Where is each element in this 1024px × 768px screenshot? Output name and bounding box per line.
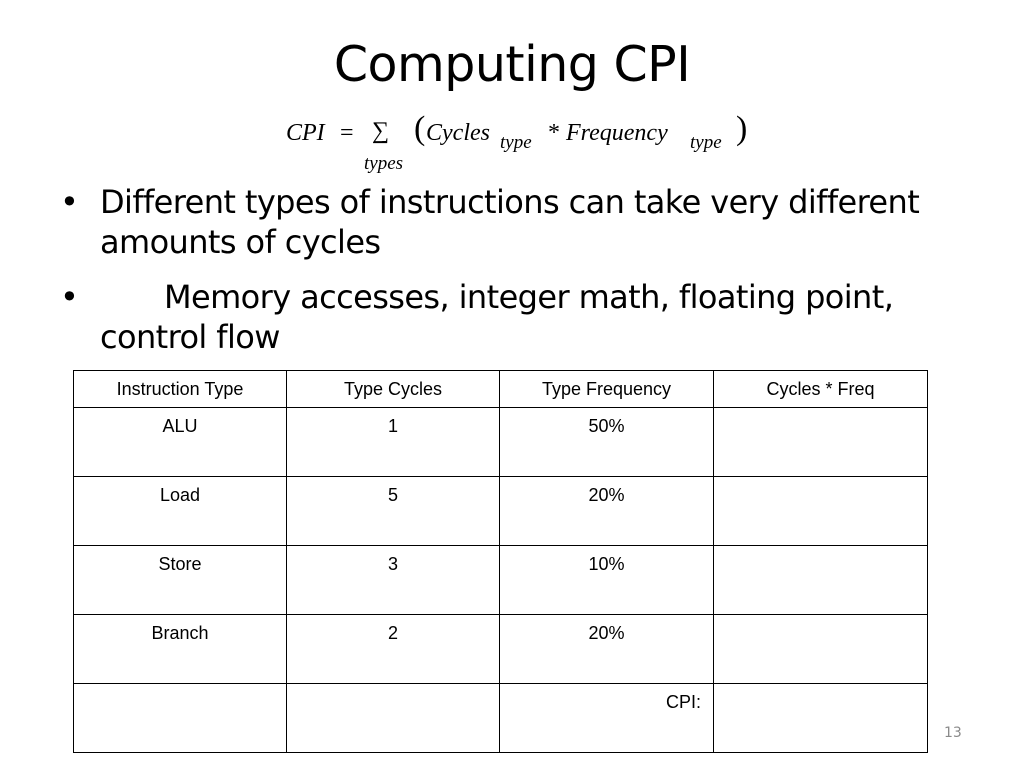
table-cell: Branch [74, 615, 287, 684]
table-cell: 2 [287, 615, 500, 684]
bullet-text: Memory accesses, integer math, floating point, control flow [100, 278, 894, 356]
table-row-cpi-total [74, 684, 928, 753]
header-instruction-type: Instruction Type [74, 371, 287, 408]
header-cycles-freq: Cycles * Freq [714, 371, 928, 408]
bullet-marker: • [60, 278, 79, 316]
table-cell: 20% [500, 615, 714, 684]
bullet-list [60, 182, 920, 372]
table-cell [714, 615, 928, 684]
cpi-table [73, 370, 928, 753]
bullet-item [60, 182, 920, 262]
table-cell [714, 477, 928, 546]
slide-title: Computing CPI [333, 36, 691, 93]
table-cell [714, 408, 928, 477]
table-cell: Store [74, 546, 287, 615]
bullet-marker: • [60, 183, 79, 221]
formula-term-frequency: Frequency [566, 120, 668, 146]
table-cell [74, 684, 287, 753]
table-cell: 5 [287, 477, 500, 546]
formula-sum-symbol: ∑ [372, 118, 390, 144]
formula-term-cycles: Cycles [426, 120, 490, 146]
table-cell: 20% [500, 477, 714, 546]
bullet-item [60, 277, 920, 357]
formula-equals: = [340, 120, 354, 146]
table-cell: 50% [500, 408, 714, 477]
table-row [74, 615, 928, 684]
formula-term-frequency-subscript: type [690, 132, 722, 153]
table-row [74, 408, 928, 477]
formula-open-paren: ( [414, 110, 426, 147]
header-type-frequency: Type Frequency [500, 371, 714, 408]
cpi-total-label: CPI: [500, 684, 714, 753]
cpi-total-value-cell [714, 684, 928, 753]
table-cell: 3 [287, 546, 500, 615]
table-cell: 10% [500, 546, 714, 615]
table-cell [287, 684, 500, 753]
table-row [74, 546, 928, 615]
table-cell: 1 [287, 408, 500, 477]
formula-close-paren: ) [736, 110, 748, 147]
bullet-text: Different types of instructions can take very different amounts of cycles [100, 183, 920, 261]
table-cell: Load [74, 477, 287, 546]
formula-term-cycles-subscript: type [500, 132, 532, 153]
formula-times: * [548, 120, 560, 146]
page-number: 13 [944, 725, 962, 741]
header-type-cycles: Type Cycles [287, 371, 500, 408]
table-row [74, 477, 928, 546]
formula-lhs: CPI [286, 120, 325, 146]
cpi-formula [286, 112, 756, 176]
table-cell: ALU [74, 408, 287, 477]
table-header-row [74, 371, 928, 408]
formula-sum-index: types [364, 153, 404, 174]
table-cell [714, 546, 928, 615]
